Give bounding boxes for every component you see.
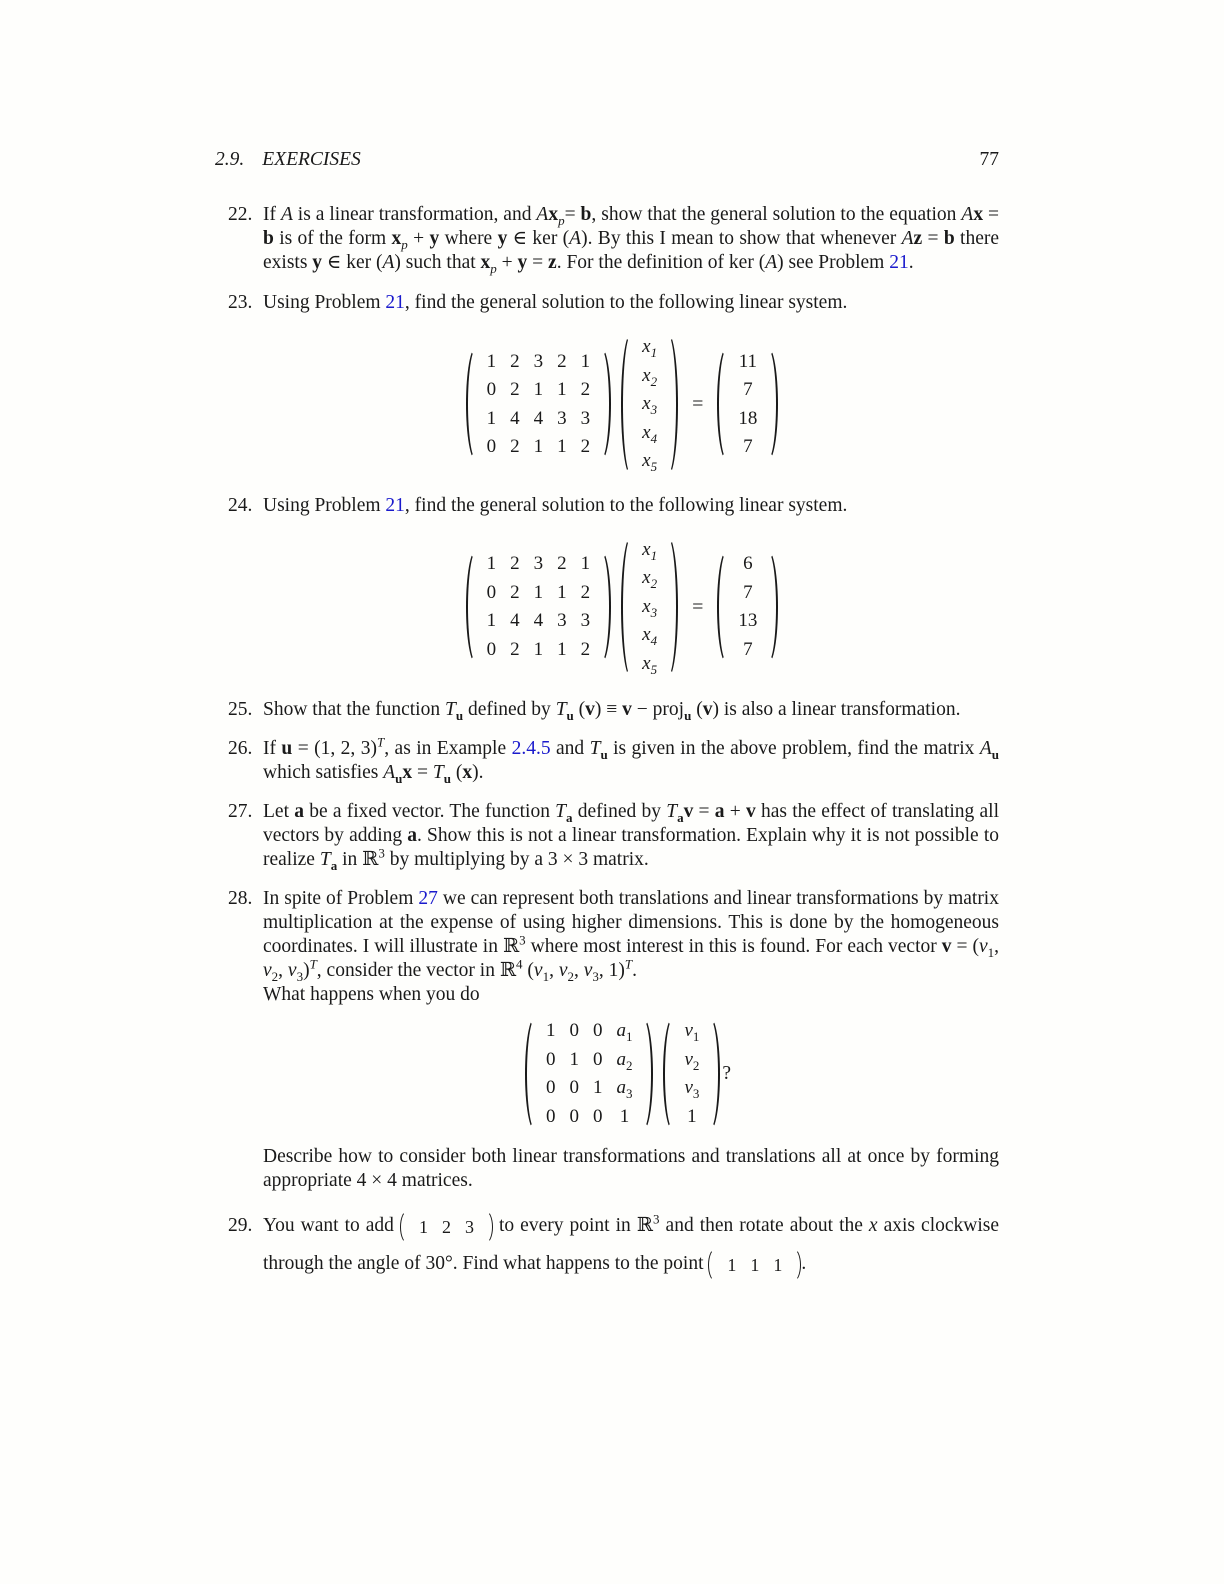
text: , show that the general solution to the equation: [591, 204, 962, 225]
matrix-entry: 2: [580, 379, 591, 400]
matrix-entry: $x_5$: [642, 652, 658, 677]
matrix-entry: 13: [738, 610, 758, 631]
problem-26: 26. If u = (1, 2, 3)$^T$, as in Example 2.4.5 and $T_u$ is given in the above problem, find the matrix $A_u$ which satisfies $A_ux = T_u$ (x).: [228, 734, 1000, 786]
matrix-row: [677, 1017, 706, 1046]
homogeneous-product: [257, 1017, 999, 1131]
matrix-entry: 1: [533, 436, 544, 457]
matrix-entry: 6: [743, 553, 753, 574]
matrix-entry: 2: [580, 436, 591, 457]
matrix-entry: $x_4$: [642, 624, 658, 649]
text: If: [263, 738, 282, 759]
matrix-row: [635, 419, 664, 448]
matrix-entry: $x_4$: [642, 421, 658, 446]
matrix-entry: 0: [592, 1048, 603, 1070]
matrix-row: [635, 390, 664, 419]
problem-29: 29. You want to add 1 2 3 to every point in ℝ$^3$ and then rotate about the x axis clockwise through the angle of 30°. Find what happens to the point 1 1 1 .: [215, 1207, 999, 1283]
text: , as in Example: [384, 738, 512, 759]
matrix-entry: 3: [533, 553, 544, 574]
matrix-row: [480, 607, 598, 636]
vector-entry: 3: [464, 1216, 474, 1237]
matrix-entry: 4: [533, 407, 544, 429]
matrix-entry: 1: [580, 553, 591, 574]
unknown-vector: [621, 536, 678, 679]
rhs-vector: [717, 550, 778, 664]
text: .: [478, 762, 484, 783]
text: . Show this is not a linear transformation. Explain why it is not possible to realize: [263, 825, 999, 870]
linear-system-24: [245, 536, 999, 679]
section-number: 2.9.: [215, 149, 245, 170]
matrix-row: [677, 1046, 706, 1075]
text: is also a linear transformation.: [718, 699, 961, 720]
matrix-row: [635, 447, 664, 476]
problem-link[interactable]: 21: [385, 292, 405, 313]
text: You want to add: [263, 1215, 400, 1236]
text: see Problem: [783, 252, 890, 273]
matrix-entry: 0: [569, 1105, 579, 1127]
matrix-entry: 0: [569, 1020, 579, 1042]
matrix-row: [480, 347, 598, 376]
matrix-entry: $x_1$: [642, 538, 658, 563]
matrix-entry: 1: [533, 379, 544, 400]
matrix-entry: $x_3$: [642, 393, 658, 418]
example-link[interactable]: 2.4.5: [511, 738, 551, 759]
matrix-entry: 1: [486, 350, 497, 372]
matrix-row: [480, 635, 598, 664]
problem-number: 24.: [228, 494, 253, 516]
matrix-entry: $a_1$: [616, 1020, 633, 1045]
math: A: [280, 204, 293, 225]
matrix-row: [635, 536, 664, 565]
problem-25: 25. Show that the function $T_u$ defined by $T_u$ (v) ≡ v − proj$_u$ (v) is also a linear transformation.: [228, 699, 961, 723]
text: , find the general solution to the following linear system.: [404, 494, 848, 516]
math: b: [580, 204, 592, 225]
text: in: [337, 849, 363, 870]
matrix-entry: 7: [743, 581, 753, 603]
matrix-entry: 11: [738, 350, 757, 372]
text: , find the general solution to the following linear system.: [404, 292, 848, 313]
matrix-row: [480, 404, 598, 433]
matrix-entry: 1: [619, 1105, 630, 1127]
matrix-entry: 2: [557, 350, 567, 372]
text: defined by: [463, 699, 556, 720]
matrix-entry: 0: [569, 1077, 579, 1099]
problem-27: 27. Let a be a fixed vector. The function $T_a$ defined by $T_av = a + v$ has the effect of translating all vectors by adding a. Show this is not a linear transformation. Explain why it is not possible to realize $T_a$ in ℝ$^3$ by multiplying by a 3 × 3 matrix.: [228, 801, 1000, 873]
matrix-entry: $v_3$: [684, 1077, 700, 1102]
text: In spite of Problem: [263, 888, 419, 909]
matrix-entry: 2: [510, 350, 520, 372]
problem-28: 28. In spite of Problem 27 we can represent both translations and linear transformations by matrix multiplication at the expense of using higher dimensions. This is done by the homogeneous coordinates. I will illustrate in ℝ$^3$ where most interest in this is found. For each vector $v = (v_1$, $v_2$, $v_3)^T$, consider the vector in ℝ$^4$ ($v_1$, $v_2$, $v_3$, 1)$^T$. What happens when you do: [228, 888, 999, 1005]
text: What happens when you do: [263, 984, 480, 1005]
text: . By this I mean to show that whenever: [587, 228, 902, 249]
vector-entry: 1: [418, 1216, 428, 1237]
matrix-entry: $x_3$: [642, 595, 658, 620]
text: .: [908, 252, 914, 273]
text: is given in the above problem, find the matrix: [607, 738, 980, 759]
matrix-entry: 18: [738, 407, 758, 429]
matrix-entry: 1: [580, 350, 591, 372]
matrix-entry: $a_2$: [616, 1048, 633, 1073]
matrix-entry: 3: [557, 610, 567, 631]
matrix-entry: 1: [592, 1077, 603, 1099]
matrix-entry: 3: [580, 610, 591, 631]
matrix-row: [731, 578, 764, 607]
matrix-entry: 1: [486, 407, 497, 429]
text: Using Problem: [263, 494, 386, 516]
matrix-entry: 1: [687, 1105, 697, 1127]
matrix-row: [480, 376, 598, 405]
matrix-row: [635, 593, 664, 622]
matrix-entry: 7: [743, 436, 753, 457]
matrix-entry: 2: [510, 379, 520, 400]
text: has the effect of translating all vectors by adding: [263, 801, 1000, 846]
problem-number: 28.: [228, 888, 253, 909]
matrix-entry: 0: [486, 436, 497, 457]
matrix-entry: $a_3$: [616, 1077, 633, 1102]
matrix-entry: 4: [510, 610, 520, 631]
matrix-row: [731, 550, 764, 579]
text: Show that the function: [263, 699, 445, 720]
matrix-entry: $v_1$: [684, 1020, 700, 1045]
matrix-entry: 2: [510, 553, 520, 574]
matrix-row: [635, 333, 664, 362]
matrix-entry: 2: [580, 638, 591, 660]
matrix-entry: 1: [557, 436, 567, 457]
coefficient-matrix: [466, 347, 612, 461]
problem-23: [215, 291, 999, 315]
matrix-entry: 0: [545, 1077, 556, 1099]
matrix-row: [539, 1103, 640, 1132]
problem-number: 27.: [228, 801, 253, 822]
problem-22: 22. If A is a linear transformation, and $Ax_p= b$, show that the general solution to the equation Ax = b is of the form $x_p + y$ where y ∈ ker (A). By this I mean to show that whenever Az = b there exists y ∈ ker (A) such that $x_p + y = z$. For the definition of ker (A) see Problem 21.: [228, 204, 1000, 276]
text: which satisfies: [263, 762, 384, 783]
page-number: 77: [979, 149, 999, 170]
math: x: [548, 204, 559, 225]
matrix-row: [480, 578, 598, 607]
text: such that: [400, 252, 481, 273]
homogeneous-matrix: [525, 1017, 654, 1131]
text: axis clockwise through the angle of 30°. Find what happens to the point: [263, 1215, 1000, 1274]
matrix-entry: 2: [510, 436, 520, 457]
text: . For the definition of: [556, 252, 729, 273]
text: there exists: [263, 228, 1000, 273]
matrix-row: [731, 376, 764, 405]
matrix-entry: 4: [533, 610, 544, 631]
problem-24: [215, 494, 999, 518]
matrix-row: [480, 433, 598, 462]
vector-entry: 2: [441, 1216, 451, 1237]
text: =: [564, 204, 581, 225]
matrix-entry: $x_2$: [642, 567, 658, 592]
text: Let: [263, 801, 295, 822]
matrix-entry: 0: [592, 1020, 603, 1042]
problem-28-continuation: [215, 1145, 999, 1193]
matrix-entry: 1: [557, 581, 567, 603]
matrix-entry: 0: [545, 1105, 556, 1127]
problem-number: 29.: [228, 1215, 253, 1236]
text: be a fixed vector. The function: [303, 801, 556, 822]
matrix-entry: 1: [533, 581, 544, 603]
matrix-entry: 2: [557, 553, 567, 574]
text: to every point in: [492, 1215, 637, 1236]
equals-sign: =: [692, 595, 704, 618]
text: where: [439, 228, 498, 249]
matrix-entry: 2: [510, 638, 520, 660]
matrix-entry: 1: [486, 610, 497, 631]
matrix-entry: 1: [533, 638, 544, 660]
matrix-entry: 3: [533, 350, 544, 372]
matrix-entry: 0: [545, 1048, 556, 1070]
matrix-entry: 1: [545, 1020, 556, 1042]
matrix-row: [635, 650, 664, 679]
matrix-entry: $v_2$: [684, 1048, 700, 1073]
add-vector: [400, 1210, 493, 1244]
math: p: [558, 212, 565, 228]
matrix-row: [677, 1103, 706, 1132]
matrix-entry: 2: [510, 581, 520, 603]
matrix-row: [635, 621, 664, 650]
text: and: [550, 738, 590, 759]
text: Describe how to consider both linear transformations and translations all at once by forming appropriate 4 × 4 matrices.: [263, 1146, 999, 1191]
matrix-row: [539, 1074, 640, 1103]
rhs-vector: [717, 347, 778, 461]
problem-link[interactable]: 27: [418, 888, 438, 909]
point-vector: [708, 1248, 801, 1282]
matrix-entry: $x_5$: [642, 450, 658, 475]
matrix-entry: 4: [510, 407, 520, 429]
matrix-entry: 2: [580, 581, 591, 603]
unknown-vector: [621, 333, 678, 476]
matrix-entry: 1: [486, 553, 497, 574]
matrix-entry: 1: [557, 638, 567, 660]
text: and then rotate about the: [659, 1215, 869, 1236]
homogeneous-vector: [663, 1017, 720, 1131]
text: Using Problem: [263, 292, 386, 313]
vector-entry: 1: [750, 1254, 760, 1275]
matrix-entry: 7: [743, 379, 753, 400]
text: is of the form: [273, 228, 392, 249]
text: we can represent both translations and linear transformations by matrix multiplication at the expense of using higher dimensions. This is done by the homogeneous coordinates. I will illustrate in: [263, 888, 999, 957]
text: by multiplying by a 3 × 3 matrix.: [384, 849, 649, 870]
linear-system-23: [245, 333, 999, 476]
matrix-entry: 1: [557, 379, 567, 400]
matrix-row: [731, 607, 764, 636]
text: is a linear transformation, and: [292, 204, 537, 225]
text: defined by: [572, 801, 667, 822]
matrix-entry: 3: [557, 407, 567, 429]
section-title: EXERCISES: [262, 149, 361, 170]
matrix-entry: 1: [569, 1048, 579, 1070]
problem-number: 25.: [228, 699, 253, 720]
matrix-entry: 0: [486, 379, 497, 400]
vector-entry: 1: [727, 1254, 737, 1275]
matrix-row: [539, 1046, 640, 1075]
matrix-entry: $x_1$: [642, 336, 658, 361]
problem-number: 23.: [228, 292, 253, 313]
text: where most interest in this is found. For each vector: [525, 936, 942, 957]
equals-sign: =: [692, 393, 704, 416]
matrix-row: [539, 1017, 640, 1046]
problem-number: 22.: [228, 204, 253, 225]
text: .: [801, 1253, 807, 1274]
matrix-entry: 0: [486, 581, 497, 603]
text: , consider the vector in: [316, 960, 500, 981]
problem-number: 26.: [228, 738, 253, 759]
question-mark: ?: [722, 1063, 732, 1084]
coefficient-matrix: [466, 550, 612, 664]
matrix-entry: 0: [592, 1105, 603, 1127]
vector-entry: 1: [773, 1254, 783, 1275]
matrix-entry: 7: [743, 638, 753, 660]
matrix-entry: $x_2$: [642, 364, 658, 389]
problem-link[interactable]: 21: [385, 494, 405, 516]
matrix-entry: 3: [580, 407, 591, 429]
matrix-entry: 0: [486, 638, 497, 660]
math: A: [536, 204, 549, 225]
running-header: [215, 148, 999, 172]
matrix-row: [480, 550, 598, 579]
matrix-row: [635, 564, 664, 593]
matrix-row: [731, 635, 764, 664]
matrix-row: [635, 362, 664, 391]
matrix-row: [731, 347, 764, 376]
problem-link[interactable]: 21: [889, 252, 909, 273]
text: If: [263, 204, 281, 225]
matrix-row: [677, 1074, 706, 1103]
textbook-page: [215, 148, 999, 1283]
matrix-row: [731, 433, 764, 462]
matrix-row: [731, 404, 764, 433]
